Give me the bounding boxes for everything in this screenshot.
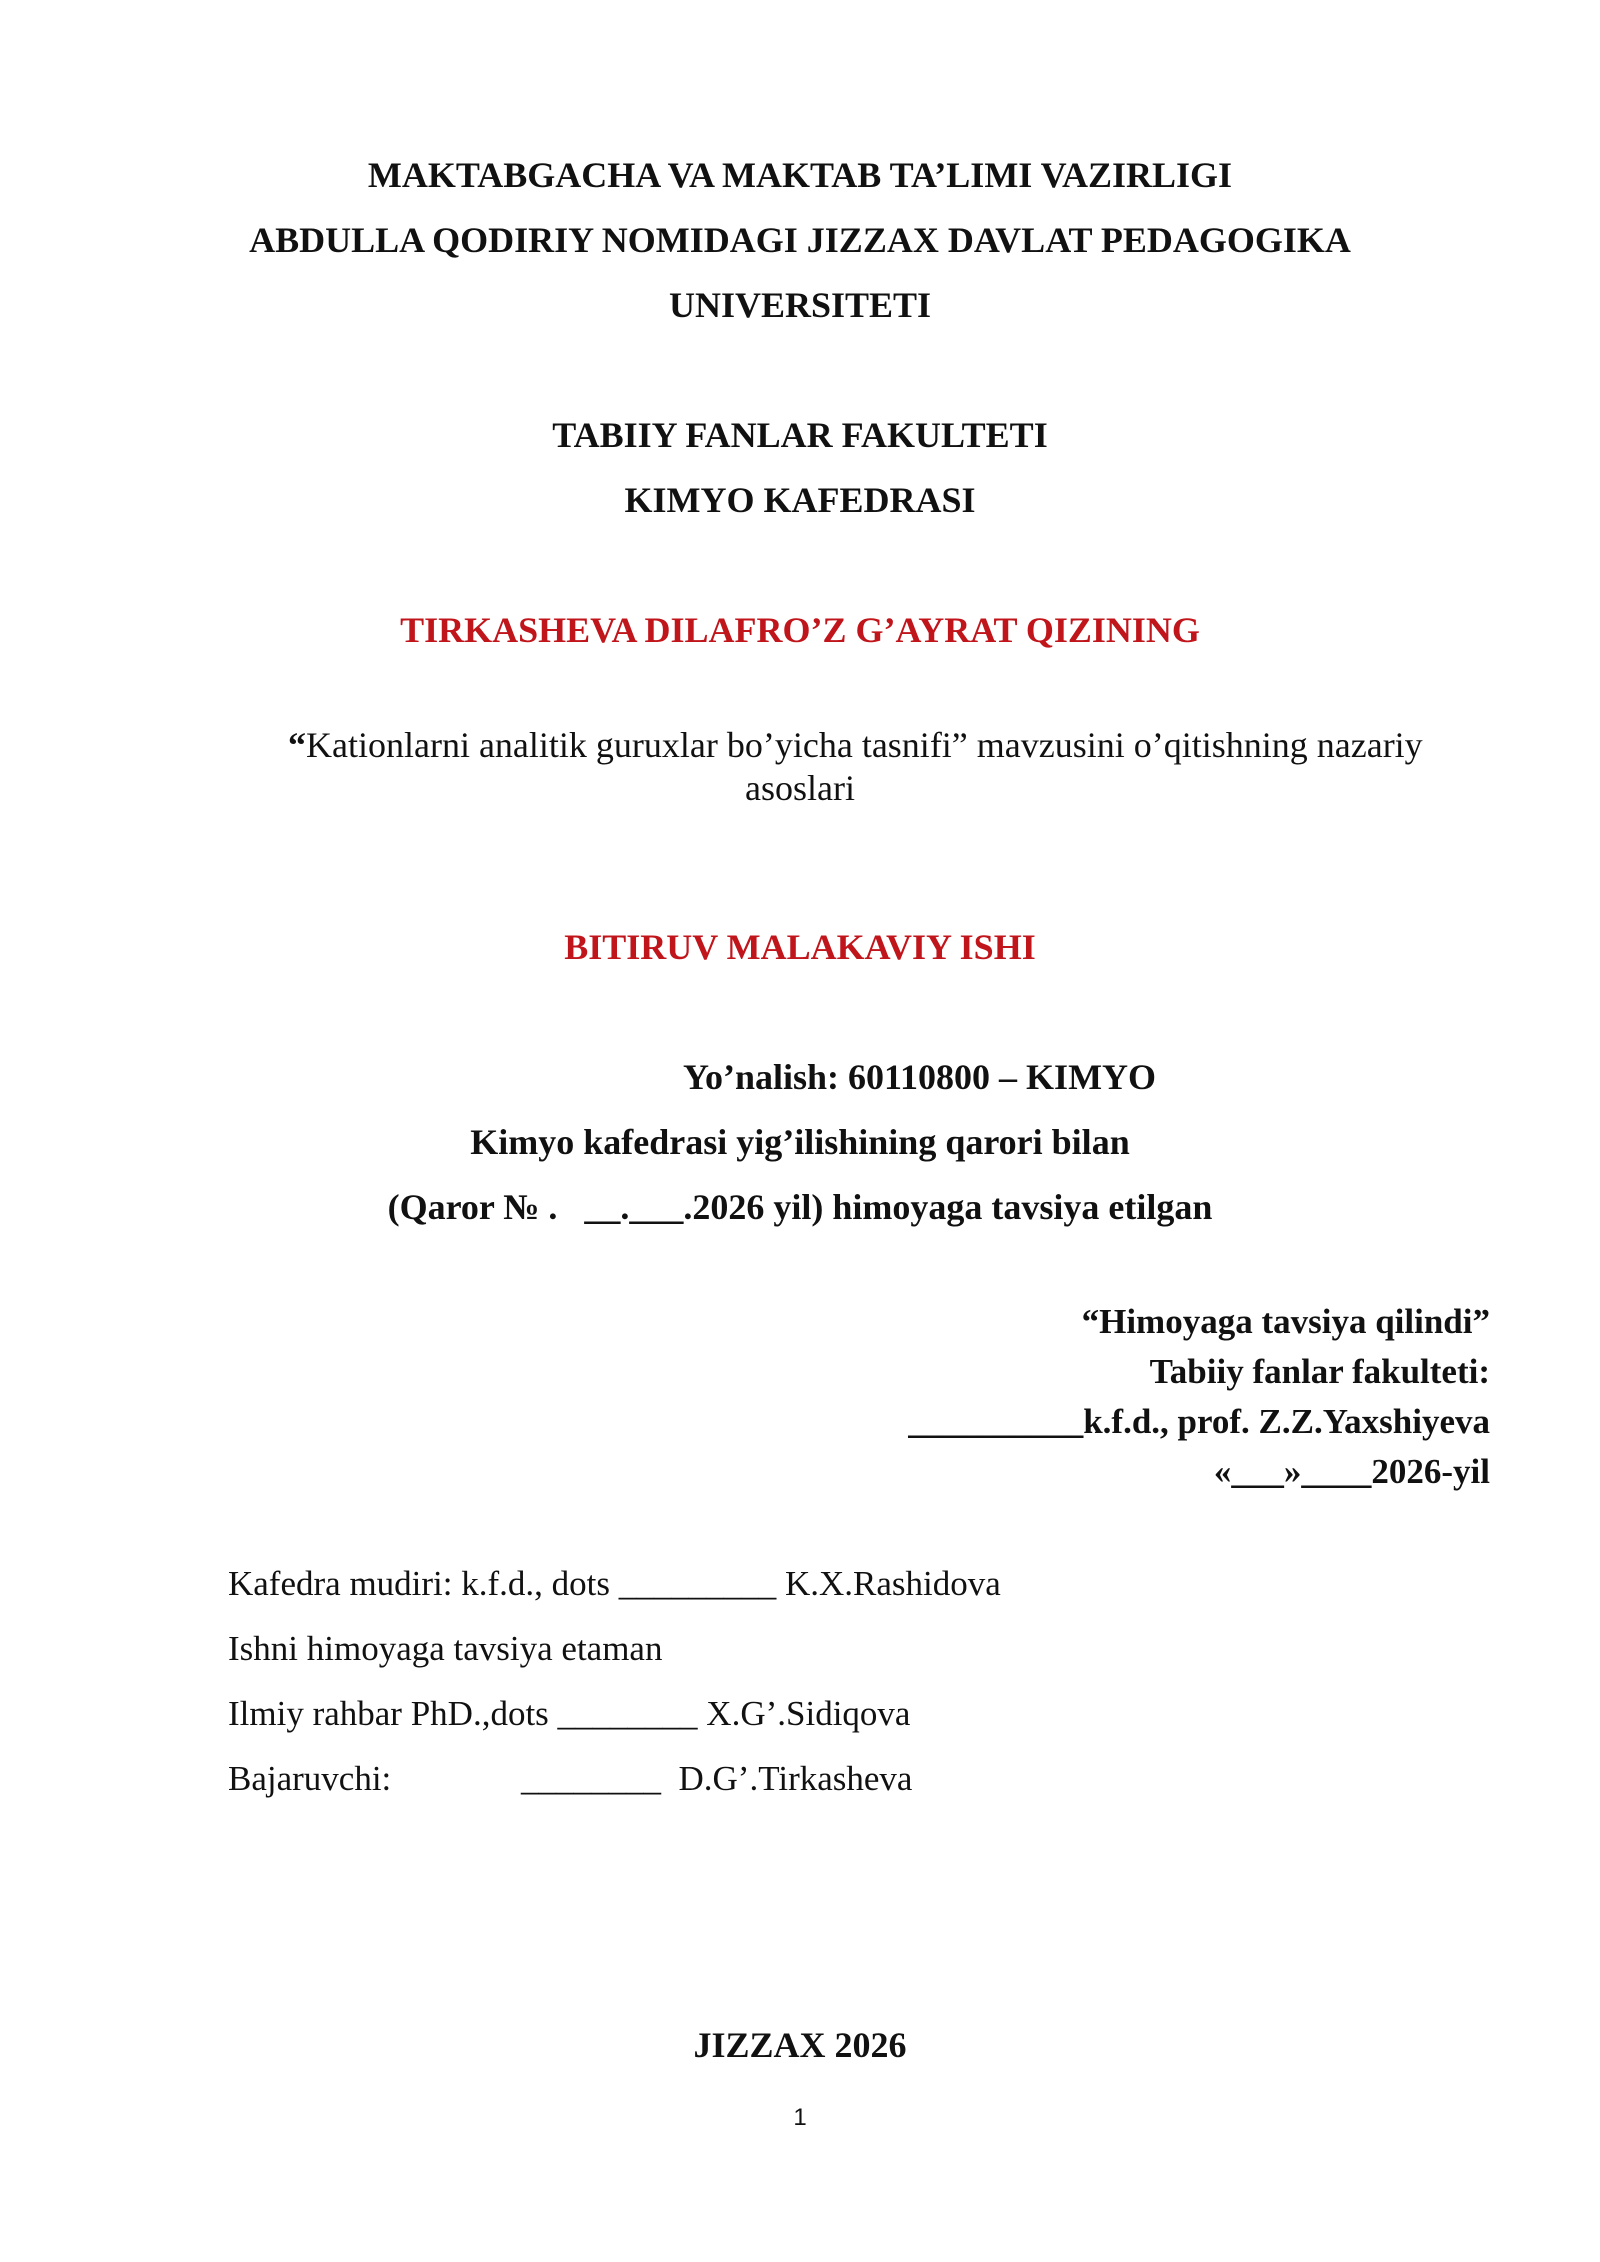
approval-line3: __________k.f.d., prof. Z.Z.Yaxshiyeva [908,1402,1490,1441]
department-heading: KIMYO KAFEDRASI [624,480,976,520]
topic-text-line1: Kationlarni analitik guruxlar bo’yicha tasnifi” mavzusini o’qitishning nazariy [306,725,1423,765]
approval-line2: Tabiiy fanlar fakulteti: [1149,1352,1490,1391]
university-heading-line2: UNIVERSITETI [668,285,932,325]
head-of-department-signature: Kafedra mudiri: k.f.d., dots _________ K.X.Rashidova [228,1564,1001,1603]
topic-line2: asoslari [745,768,855,808]
approval-date-line: «___»____2026-yil [1213,1452,1490,1491]
page-number: 1 [793,2104,807,2131]
executor-signature: ________ D.G’.Tirkasheva [521,1759,913,1798]
protocol-line: (Qaror № . __.___.2026 yil) himoyaga tavsiya etilgan [387,1187,1213,1227]
university-heading-line1: ABDULLA QODIRIY NOMIDAGI JIZZAX DAVLAT PEDAGOGIKA [249,220,1351,260]
ministry-heading: MAKTABGACHA VA MAKTAB TA’LIMI VAZIRLIGI [367,155,1233,195]
recommendation-text: Ishni himoyaga tavsiya etaman [228,1629,663,1668]
faculty-heading: TABIIY FANLAR FAKULTETI [552,415,1048,455]
topic-open-quote: “ [288,725,306,765]
approval-line1: “Himoyaga tavsiya qilindi” [1081,1302,1490,1341]
specialty-direction: Yo’nalish: 60110800 – KIMYO [683,1057,1157,1097]
topic-line1 [288,727,1423,763]
executor-label: Bajaruvchi: [228,1759,392,1798]
author-name: TIRKASHEVA DILAFRO’Z G’AYRAT QIZINING [400,610,1200,650]
city-year: JIZZAX 2026 [693,2025,907,2065]
work-type-title: BITIRUV MALAKAVIY ISHI [564,927,1036,967]
supervisor-signature: Ilmiy rahbar PhD.,dots ________ X.G’.Sidiqova [228,1694,911,1733]
department-decision: Kimyo kafedrasi yig’ilishining qarori bilan [470,1122,1130,1162]
